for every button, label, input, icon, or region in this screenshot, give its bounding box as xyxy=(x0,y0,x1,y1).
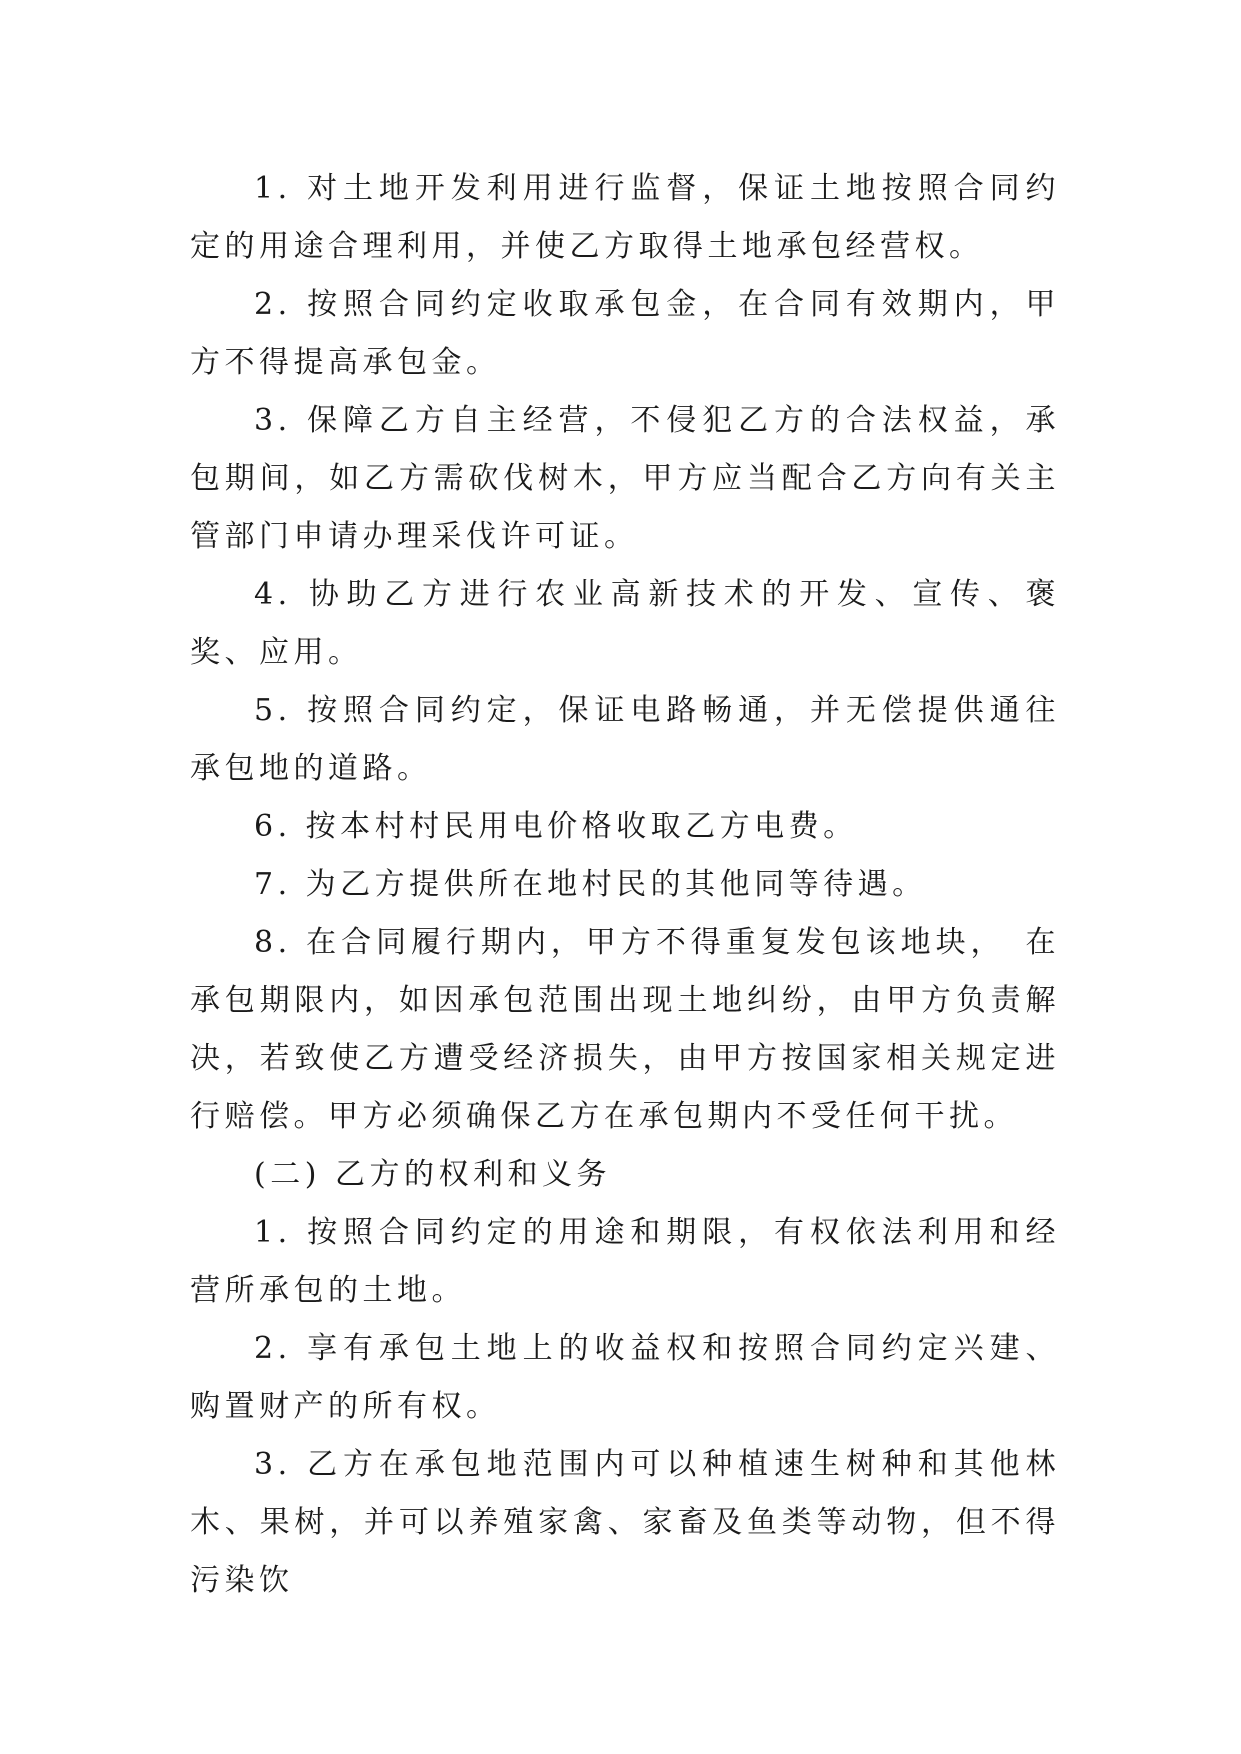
clause-a3: 3. 保障乙方自主经营，不侵犯乙方的合法权益，承包期间，如乙方需砍伐树木，甲方应当配合乙方向有关主管部门申请办理采伐许可证。 xyxy=(190,403,1060,554)
clause-b1: 1. 按照合同约定的用途和期限，有权依法利用和经营所承包的土地。 xyxy=(190,1215,1060,1308)
clause-a8: 8. 在合同履行期内，甲方不得重复发包该地块， 在承包期限内，如因承包范围出现土地纠纷，由甲方负责解决，若致使乙方遭受经济损失，由甲方按国家相关规定进行赔偿。甲方必须确保乙方在承包期内不受任何干扰。 xyxy=(190,925,1060,1134)
section-heading-party-b: (二) 乙方的权利和义务 xyxy=(254,1157,611,1192)
document-body xyxy=(190,160,1060,1610)
clause-a1: 1. 对土地开发利用进行监督，保证土地按照合同约定的用途合理利用，并使乙方取得土地承包经营权。 xyxy=(190,171,1060,264)
clause-a4: 4. 协助乙方进行农业高新技术的开发、宣传、褒奖、应用。 xyxy=(190,577,1060,670)
clause-a7: 7. 为乙方提供所在地村民的其他同等待遇。 xyxy=(254,867,927,902)
clause-a5: 5. 按照合同约定，保证电路畅通，并无偿提供通往承包地的道路。 xyxy=(190,693,1060,786)
clause-b3: 3. 乙方在承包地范围内可以种植速生树种和其他林木、果树，并可以养殖家禽、家畜及鱼类等动物，但不得污染饮 xyxy=(190,1447,1060,1598)
clause-b2: 2. 享有承包土地上的收益权和按照合同约定兴建、购置财产的所有权。 xyxy=(190,1331,1060,1424)
clause-a6: 6. 按本村村民用电价格收取乙方电费。 xyxy=(254,809,858,844)
clause-a2: 2. 按照合同约定收取承包金，在合同有效期内，甲方不得提高承包金。 xyxy=(190,287,1060,380)
